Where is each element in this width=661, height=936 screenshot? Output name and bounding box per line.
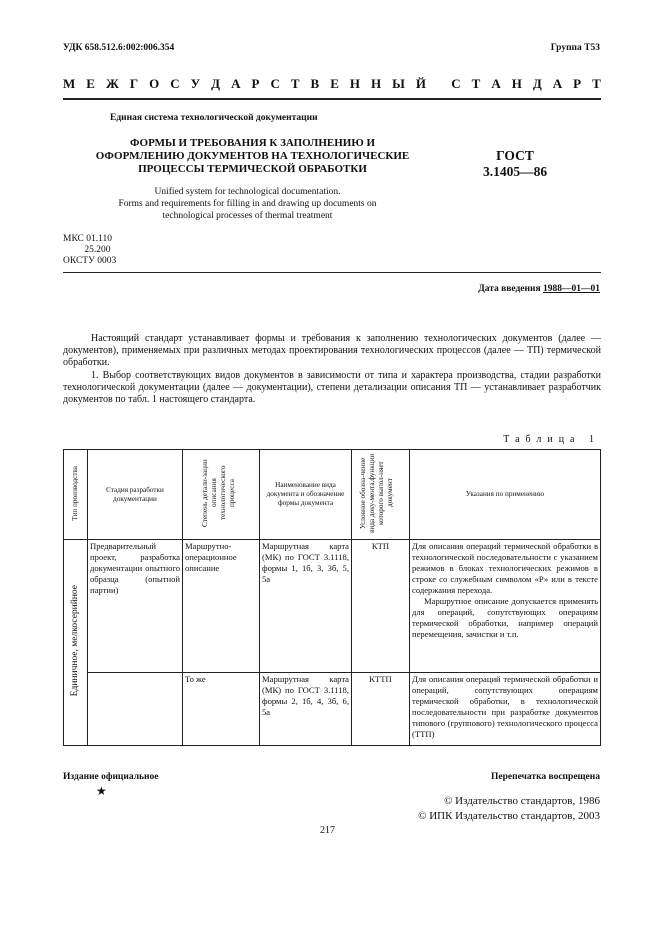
- banner-letter: С: [451, 76, 461, 91]
- page-number: 217: [320, 825, 335, 836]
- banner-letter: С: [170, 76, 180, 91]
- banner-letter: Н: [349, 76, 360, 91]
- notes-cell: Для описания операций термической обработки в технологической последовательности с указанием режимов в блоках технологических режимов в строке со служебным символом «Р» или в тексте содержания перехода. Маршрутное описание допускается применять для операций, сопутствующих операциям термической обработки, например операций перемещения, зачистки и т.п.: [410, 540, 601, 673]
- banner-letter: Г: [129, 76, 139, 91]
- production-type-cell: Единичное, мелкосерийное: [64, 540, 88, 746]
- code-cell: КТТП: [352, 673, 410, 746]
- udc-code: УДК 658.512.6:002:006.354: [63, 43, 175, 53]
- header-stage: Стадия разработки документации: [88, 450, 183, 540]
- header-production-type: Тип производства: [64, 450, 88, 540]
- table-1: [63, 449, 601, 746]
- group-code: Группа Т53: [550, 43, 600, 53]
- header-document-name: Наименование вида документа и обозначение формы документа: [260, 450, 352, 540]
- header-document-code: Условное обозна-чение вида доку-мента,функции которого выпол-няет документ: [352, 450, 410, 540]
- banner-letter: У: [190, 76, 201, 91]
- banner-letter: А: [231, 76, 241, 91]
- banner-letter: Н: [370, 76, 382, 91]
- stage-cell: [88, 673, 183, 746]
- banner-letter: М: [63, 76, 76, 91]
- banner-letter: С: [270, 76, 280, 91]
- reprint-notice: Перепечатка воспрещена: [490, 772, 600, 782]
- notes-cell: Для описания операций термической обработки и операций, сопутствующих операциям термической обработки, в технологической последовательности при разработке документов типового (группового) технологического процесса (ТТП): [410, 673, 601, 746]
- divider: [63, 98, 601, 100]
- document-title: ФОРМЫ И ТРЕБОВАНИЯ К ЗАПОЛНЕНИЮ И ОФОРМЛЕНИЮ ДОКУМЕНТОВ НА ТЕХНОЛОГИЧЕСКИЕ ПРОЦЕССЫ ТЕРМИЧЕСКОЙ ОБРАБОТКИ: [95, 137, 410, 175]
- introduction-date: Дата введения 1988—01—01: [478, 284, 600, 294]
- table-header-row: [64, 450, 601, 540]
- banner-letter: Ж: [105, 76, 119, 91]
- banner-letter: Ы: [392, 76, 405, 91]
- document-cell: Маршрутная карта (МК) по ГОСТ 3.1118, формы 2, 1б, 4, 3б, 6, 5а: [260, 673, 352, 746]
- detail-cell: Маршрутно-операционное описание: [183, 540, 260, 673]
- table-row: [64, 673, 601, 746]
- banner-letter: [437, 76, 440, 92]
- interstate-standard-banner: [63, 76, 601, 92]
- divider: [63, 272, 601, 273]
- banner-letter: Д: [211, 76, 221, 91]
- banner-letter: Р: [251, 76, 260, 91]
- banner-letter: Т: [471, 76, 481, 91]
- banner-letter: О: [149, 76, 160, 91]
- banner-letter: Т: [290, 76, 300, 91]
- paragraph-1: 1. Выбор соответствующих видов документов в зависимости от типа и характера производства, стадии разработки технологической документации (далее — документации), степени детализации описания ТП — устанавливает разработчик документов по табл. 1 настоящего стандарта.: [63, 370, 601, 405]
- stage-cell: Предварительный проект, разработка документации опытного образца (опытной партии): [88, 540, 183, 673]
- banner-letter: А: [552, 76, 563, 91]
- copyright: © Издательство стандартов, 1986 © ИПК Издательство стандартов, 2003: [418, 795, 600, 822]
- classification-codes: МКС 01.110 25.200 ОКСТУ 0003: [63, 234, 117, 266]
- banner-letter: Е: [86, 76, 95, 91]
- banner-letter: Р: [573, 76, 582, 91]
- official-edition-label: Издание официальное: [63, 772, 159, 782]
- system-title: Единая система технологической документации: [110, 113, 318, 123]
- banner-letter: Й: [415, 76, 426, 91]
- paragraph-intro: Настоящий стандарт устанавливает формы и требования к заполнению технологических документов (далее — документов), применяемых при различных методах проектирования технологических процессов (далее — ТП) термической обработки.: [63, 333, 601, 368]
- star-icon: ★: [96, 784, 107, 798]
- header-notes: Указания по применению: [410, 450, 601, 540]
- code-cell: КТП: [352, 540, 410, 673]
- banner-letter: Н: [511, 76, 522, 91]
- english-title: Unified system for technological documentation. Forms and requirements for filling in and drawing up documents on technological processes of thermal treatment: [118, 187, 377, 221]
- detail-cell: То же: [183, 673, 260, 746]
- banner-letter: Т: [592, 76, 601, 91]
- header-detail-level: Степень детали-зации описания технологического процесса: [183, 450, 260, 540]
- banner-letter: Е: [330, 76, 339, 91]
- table-caption: Таблица 1: [503, 434, 600, 445]
- document-cell: Маршрутная карта (МК) по ГОСТ 3.1118, формы 1, 1б, 3, 3б, 5, 5а: [260, 540, 352, 673]
- gost-number: ГОСТ 3.1405—86: [482, 148, 548, 179]
- banner-letter: А: [491, 76, 501, 91]
- table-row: [64, 540, 601, 673]
- banner-letter: Д: [532, 76, 542, 91]
- banner-letter: В: [310, 76, 320, 91]
